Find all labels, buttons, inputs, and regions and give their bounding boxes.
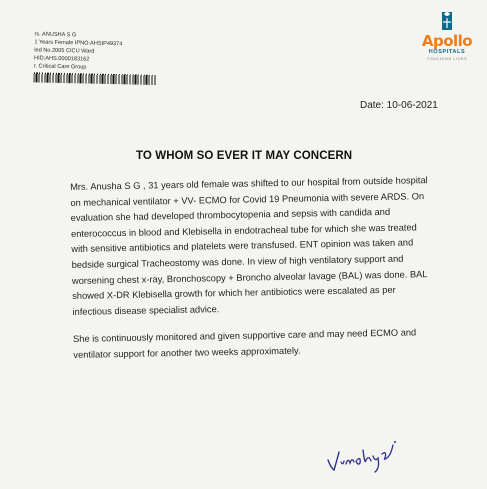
apollo-logo <box>413 8 481 64</box>
sticker-department: r. Critical Care Group <box>33 63 87 71</box>
logo-subtitle: HOSPITALS <box>428 49 466 55</box>
barcode-icon <box>34 72 156 85</box>
letter-date: Date: 10-06-2021 <box>360 100 438 111</box>
handwritten-signature-icon <box>325 430 405 475</box>
letter-body <box>70 173 435 363</box>
letter-heading: TO WHOM SO EVER IT MAY CONCERN <box>136 150 353 162</box>
body-paragraph: Mrs. Anusha S G , 31 years old female was shifted to our hospital from outside hospital on mechanical ventilator + VV- ECMO for Covid 19 Pneumonia with severe ARDS. On evaluation she had developed thrombocytopenia and sepsis with candida and enterococcus in blood and Klebisella in endotracheal tube for which she was treated with sensitive antibiotics and platelets were transfused. ENT opinion was taken and bedside surgical Tracheostomy was done. In view of high ventilatory support and worsening chest x-ray, Bronchoscopy + Broncho alveolar lavage (BAL) was done. BAL showed X-DR Klebisella growth for which her antibiotics were escalated as per infectious disease specialist advice. <box>70 175 428 317</box>
logo-tagline: TOUCHING LIVES <box>426 57 468 61</box>
apollo-emblem-icon <box>413 8 481 34</box>
signature <box>325 430 405 480</box>
body-paragraph: She is continuously monitored and given supportive care and may need ECMO and ventilator support for another two weeks approximately. <box>72 327 417 360</box>
sticker-bed-ward: led No.2005 CICU Ward <box>34 47 95 55</box>
patient-sticker <box>33 30 184 95</box>
sticker-name: rs. ANUSHA S G <box>34 31 77 39</box>
sticker-age-ipno: 1 Years Female IPNO:AHSIP49374 <box>34 39 123 48</box>
sticker-uhid: HID:AHS.0000183162 <box>34 55 90 63</box>
logo-wordmark: Apollo <box>421 32 473 50</box>
